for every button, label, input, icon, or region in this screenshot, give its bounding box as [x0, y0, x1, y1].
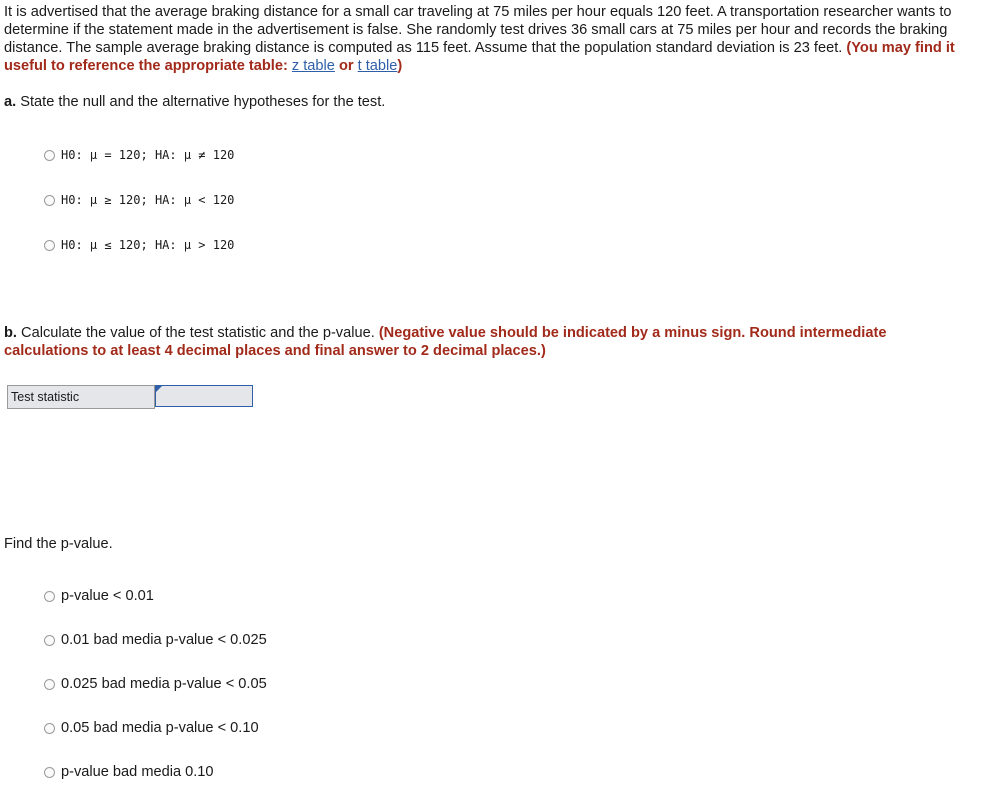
test-statistic-input[interactable] — [155, 385, 253, 407]
radio-button[interactable] — [44, 767, 55, 778]
hypothesis-ha: HA: μ ≠ 120 — [154, 148, 235, 162]
test-statistic-row — [7, 385, 253, 409]
hypothesis-option-3[interactable] — [44, 236, 234, 254]
input-corner-marker — [156, 386, 162, 392]
p-value-option-5[interactable] — [44, 763, 214, 781]
part-a-question — [4, 93, 385, 111]
find-p-value-prompt: Find the p-value. — [4, 536, 113, 552]
hypothesis-ha: HA: μ > 120 — [154, 238, 235, 252]
part-a-text: State the null and the alternative hypotheses for the test. — [20, 94, 386, 110]
radio-button[interactable] — [44, 150, 55, 161]
p-value-option-label: 0.05 bad media p-value < 0.10 — [61, 720, 259, 736]
problem-statement — [4, 3, 974, 75]
radio-button[interactable] — [44, 723, 55, 734]
hypothesis-h0: H0: μ = 120; — [61, 148, 148, 162]
part-b-label: b. — [4, 325, 17, 341]
test-statistic-label: Test statistic — [7, 385, 155, 409]
or-text: or — [338, 58, 354, 74]
radio-button[interactable] — [44, 635, 55, 646]
hypothesis-h0: H0: μ ≥ 120; — [61, 193, 148, 207]
note-open: (You may find it useful to reference the appropriate table: — [4, 40, 955, 74]
note-close: ) — [397, 58, 403, 74]
radio-button[interactable] — [44, 195, 55, 206]
p-value-option-2[interactable] — [44, 631, 267, 649]
p-value-option-label: p-value < 0.01 — [61, 588, 154, 604]
hypothesis-option-2[interactable] — [44, 191, 234, 209]
p-value-option-3[interactable] — [44, 675, 267, 693]
t-table-link[interactable]: t table — [357, 58, 398, 74]
p-value-option-label: 0.01 bad media p-value < 0.025 — [61, 632, 267, 648]
p-value-option-4[interactable] — [44, 719, 259, 737]
hypothesis-ha: HA: μ < 120 — [154, 193, 235, 207]
problem-text: It is advertised that the average braking distance for a small car traveling at 75 miles per hour equals 120 feet. A transportation researcher wants to determine if the statement made in the advertisement is false. She randomly test drives 36 small cars at 75 miles per hour and records the braking distance. The sample average braking distance is computed as 115 feet. Assume that the population standard deviation is 23 feet. — [4, 4, 952, 56]
radio-button[interactable] — [44, 240, 55, 251]
p-value-option-1[interactable] — [44, 587, 154, 605]
z-table-link[interactable]: z table — [291, 58, 335, 74]
hypothesis-option-1[interactable] — [44, 146, 234, 164]
part-a-label: a. — [4, 94, 17, 110]
radio-button[interactable] — [44, 679, 55, 690]
p-value-option-label: p-value bad media 0.10 — [61, 764, 214, 780]
p-value-option-label: 0.025 bad media p-value < 0.05 — [61, 676, 267, 692]
part-b-text: Calculate the value of the test statistic and the p-value. — [21, 325, 375, 341]
part-b-note: (Negative value should be indicated by a minus sign. Round intermediate calculations to at least 4 decimal places and final answer to 2 decimal places.) — [4, 325, 887, 359]
hypothesis-h0: H0: μ ≤ 120; — [61, 238, 148, 252]
part-b-question — [4, 324, 964, 360]
radio-button[interactable] — [44, 591, 55, 602]
